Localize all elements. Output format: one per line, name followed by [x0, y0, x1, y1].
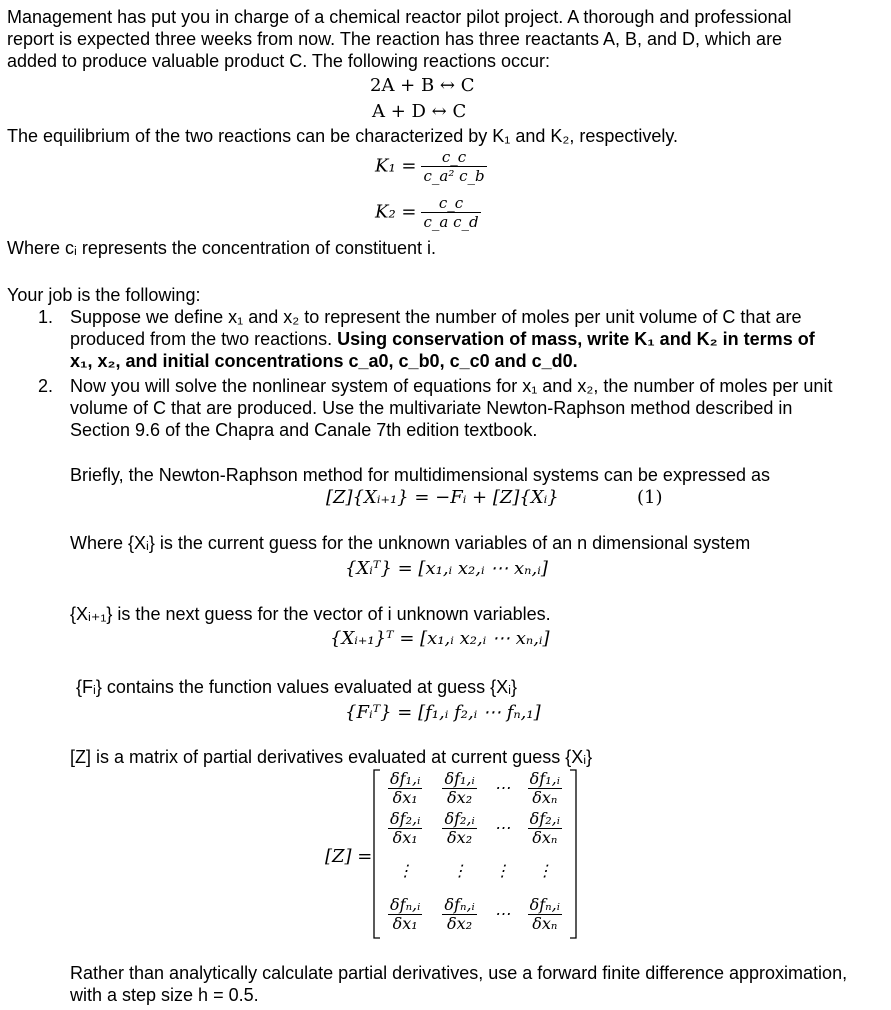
xi-eq: {Xᵢᵀ} = [x₁,ᵢ x₂,ᵢ ⋯ xₙ,ᵢ]: [345, 558, 548, 579]
xi-text: Where {Xᵢ} is the current guess for the unknown variables of an n dimensional system: [70, 533, 751, 553]
nr-intro: Briefly, the Newton-Raphson method for multidimensional systems can be expressed as: [70, 465, 770, 485]
xnext-text: {Xᵢ₊₁} is the next guess for the vector of i unknown variables.: [70, 604, 551, 624]
k1-equation: K₁ = $\frac{c\_c}{\text{c\_a² c\_b}}$: [375, 148, 485, 185]
k2-equation: K₂ = $\frac{c\_c}{\text{c\_a c\_d}}$: [375, 194, 479, 231]
item1-number: 1.: [38, 307, 54, 327]
xnext-eq: {Xᵢ₊₁}ᵀ = [x₁,ᵢ x₂,ᵢ ⋯ xₙ,ᵢ]: [330, 628, 550, 649]
z-matrix: [372, 768, 578, 940]
job-heading: Your job is the following:: [7, 285, 201, 305]
reaction-1: 2A + B ↔ C: [370, 75, 475, 96]
closing-text: Rather than analytically calculate partial derivatives, use a forward finite difference approximation, with a step size h = 0.5.: [70, 963, 848, 1005]
intro-paragraph: Management has put you in charge of a chemical reactor pilot project. A thorough and professional report is expected three weeks from now. The reaction has three reactants A, B, and D, which are added to produce valuable product C. The following reactions occur:: [7, 7, 792, 71]
item1-bold: Using conservation of mass, write K₁ and K₂ in terms of x₁, x₂, and initial concentrations c_a0, c_b0, c_c0 and c_d0.: [70, 329, 815, 371]
z-text: [Z] is a matrix of partial derivatives evaluated at current guess {Xᵢ}: [70, 747, 593, 767]
eq1-number: (1): [637, 487, 663, 508]
equilibrium-text: The equilibrium of the two reactions can be characterized by K₁ and K₂, respectively.: [7, 126, 679, 146]
item2-number: 2.: [38, 376, 54, 396]
reaction-2: A + D ↔ C: [372, 101, 467, 122]
where-text: Where cᵢ represents the concentration of constituent i.: [7, 238, 437, 258]
fi-eq: {Fᵢᵀ} = [f₁,ᵢ f₂,ᵢ ⋯ fₙ,₁]: [345, 702, 541, 723]
z-lhs: [Z] =: [325, 846, 373, 867]
fi-text: {Fᵢ} contains the function values evaluated at guess {Xᵢ}: [76, 677, 517, 697]
item2-body: Now you will solve the nonlinear system of equations for x₁ and x₂, the number of moles per unit volume of C that are produced. Use the multivariate Newton-Raphson method described in Section 9.6 of the Chapra and Canale 7th edition textbook.: [70, 376, 833, 440]
matrix-table: $\frac{\text{δf₁,ᵢ}}{\text{δx₁}}$ $\frac{\text{δf₁,ᵢ}}{\text{δx₂}}$ ⋯ $\frac{\text{δf₁,ᵢ}}{\text{δxₙ}}$ $\frac{\text{δf₂,ᵢ}}{\text{δx₁}}$ $\frac{\text{δf₂,ᵢ}}{\text{δx₂}}$ ⋯ $\frac{\text{δf₂,ᵢ}}{\text{δxₙ}}$ ⋮ ⋮ ⋮ ⋮ $\frac{\text{δfₙ,ᵢ}}{\text{δx₁}}$ $\frac{\text{δfₙ,ᵢ}}{\text{δx₂}}$ ⋯ $\frac{\text{δfₙ,ᵢ}}{\text{δxₙ}}$: [390, 768, 560, 933]
item1-body: Suppose we define x₁ and x₂ to represent the number of moles per unit volume of C that are produced from the two reactions. Using conservation of mass, write K₁ and K₂ in terms of x₁, x₂, and initial concentrations c_a0, c_b0, c_c0 and c_d0.: [70, 307, 815, 371]
eq1: [Z]{Xᵢ₊₁} = −Fᵢ + [Z]{Xᵢ}: [326, 487, 559, 508]
